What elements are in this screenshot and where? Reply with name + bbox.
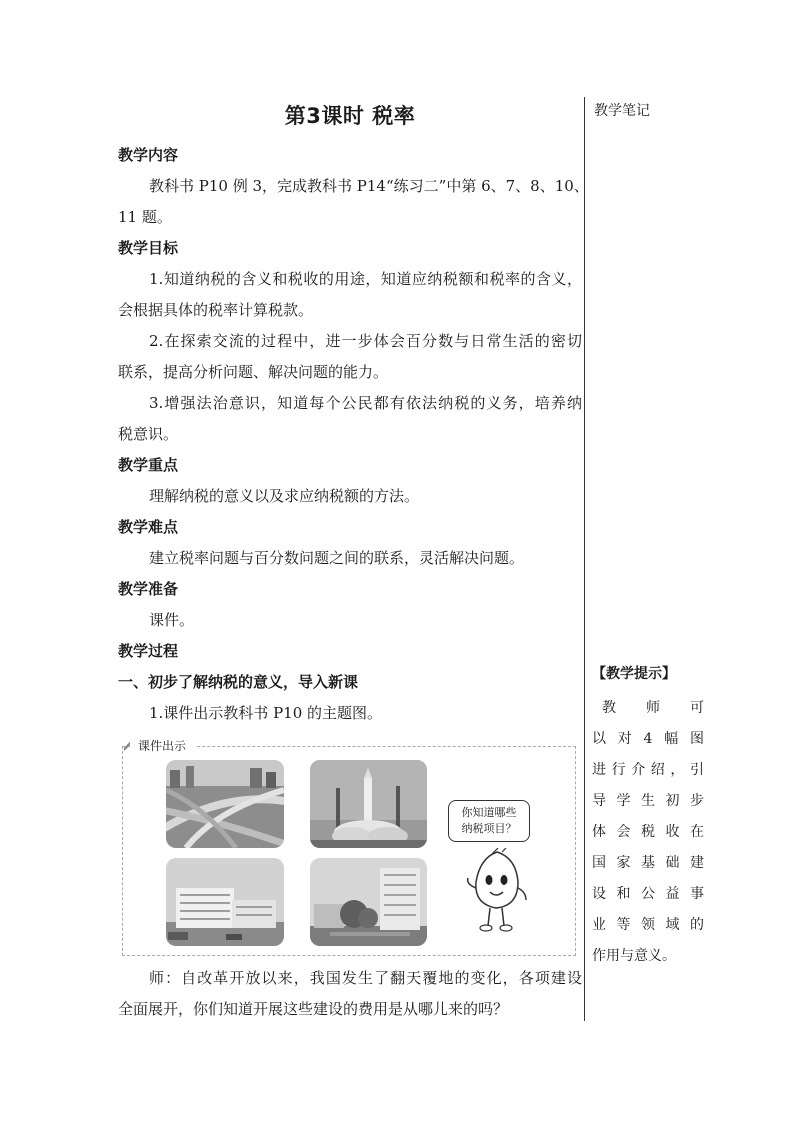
teaching-tip [592, 693, 704, 972]
notes-column-label: 教学笔记 [594, 103, 650, 119]
teacher-text: 师：自改革开放以来，我国发生了翻天覆地的变化，各项建设 [149, 969, 582, 987]
highway-interchange-photo [166, 760, 284, 848]
content-text: 11 题。 [118, 208, 172, 226]
rocket-launch-photo [310, 760, 427, 848]
teaching-tip-line: 设和公益事 [592, 886, 704, 902]
courseware-tag: 课件出示 [130, 737, 196, 755]
bubble-text: 纳税项目？ [461, 822, 517, 835]
goal-text: 1.知道纳税的含义和税收的用途，知道应纳税额和税率的含义， [149, 270, 582, 288]
teaching-tip-line: 进行介绍，引 [592, 762, 704, 778]
preparation-text: 课件。 [149, 611, 195, 629]
section-heading-content: 教学内容 [118, 146, 179, 164]
teaching-tip-line: 作用与意义。 [592, 948, 676, 964]
hospital-building-photo [166, 858, 284, 946]
goal-text: 联系，提高分析问题、解决问题的能力。 [118, 363, 389, 381]
goal-text: 税意识。 [118, 425, 179, 443]
section-heading-difficulties: 教学难点 [118, 518, 179, 536]
content-text: 教科书 P10 例 3，完成教科书 P14“练习二”中第 6、7、8、10、 [149, 177, 589, 195]
teaching-tip-line: 教师可 [602, 700, 704, 716]
teacher-paragraph [118, 963, 582, 1025]
column-divider [584, 97, 585, 1021]
section-heading-goals: 教学目标 [118, 239, 179, 257]
teaching-tip-line: 以对4幅图 [592, 731, 704, 747]
teaching-tip-line: 导学生初步 [592, 793, 704, 809]
step-item: 1.课件出示教科书 P10 的主题图。 [149, 704, 383, 722]
section-heading-key-points: 教学重点 [118, 456, 179, 474]
key-points-text: 理解纳税的意义以及求应纳税额的方法。 [149, 487, 420, 505]
difficulties-text: 建立税率问题与百分数问题之间的联系，灵活解决问题。 [149, 549, 525, 567]
teaching-tip-line: 业等领域的 [592, 917, 704, 933]
teacher-text: 全面展开，你们知道开展这些建设的费用是从哪儿来的吗？ [118, 1000, 509, 1018]
bubble-text: 你知道哪些 [461, 806, 517, 819]
teaching-tip-line: 国家基础建 [592, 855, 704, 871]
speech-bubble [448, 800, 530, 842]
section-heading-process: 教学过程 [118, 642, 179, 660]
goal-text: 2.在探索交流的过程中，进一步体会百分数与日常生活的密切 [149, 332, 582, 350]
teaching-tip-line: 体会税收在 [592, 824, 704, 840]
step-heading: 一、初步了解纳税的意义，导入新课 [118, 673, 359, 691]
goal-text: 会根据具体的税率计算税款。 [118, 301, 314, 319]
main-content [118, 140, 589, 729]
goal-text: 3.增强法治意识，知道每个公民都有依法纳税的义务，培养纳 [149, 394, 582, 412]
section-heading-preparation: 教学准备 [118, 580, 179, 598]
page-title: 第3课时 税率 [284, 104, 416, 128]
mascot-character-icon [462, 848, 532, 938]
teaching-tip-title: 【教学提示】 [592, 666, 676, 682]
campus-building-photo [310, 858, 427, 946]
